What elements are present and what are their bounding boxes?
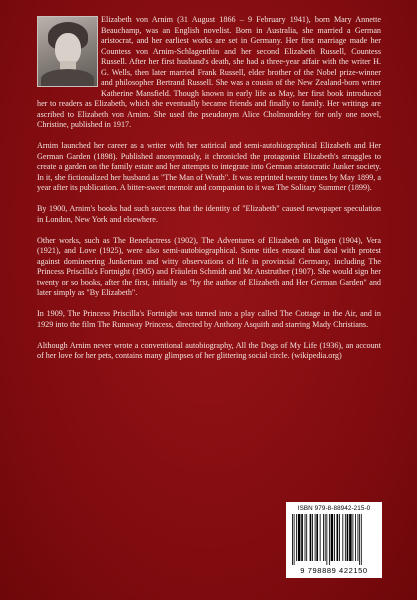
- paragraph-other-works: Other works, such as The Benefactress (1902), The Adventures of Elizabeth on Rügen (1904), Vera (1921), and Love (1925), were also semi-autobiographical. Some titles ensued that deal with protest against domineering Junkertum and witty observations of life in provincial Germany, including The Princess Priscilla's Fortnight (1905) and Fräulein Schmidt and Mr Anstruther (1907). She would sign her twenty or so books, after the first, initially as "by the author of Elizabeth and Her German Garden" and later simply as "By Elizabeth".: [37, 235, 381, 297]
- barcode-bar: [305, 514, 306, 561]
- paragraph-biography: [37, 15, 381, 131]
- barcode-bar: [294, 514, 295, 565]
- paragraph-memoir: Although Arnim never wrote a conventional autobiography, All the Dogs of My Life (1936), an account of her love for her pets, contains many glimpses of her glittering social circle. (wikipedia.org): [37, 340, 381, 360]
- barcode-bar: [298, 514, 301, 561]
- barcode-bar: [359, 514, 360, 565]
- barcode-digits: 9 798889 422150: [300, 566, 368, 575]
- barcode-bar: [349, 514, 352, 561]
- barcode-bar: [312, 514, 313, 561]
- barcode-bar: [315, 514, 316, 561]
- barcode-bar: [301, 514, 303, 561]
- isbn-label: ISBN 979-8-88942-215-0: [297, 505, 371, 512]
- barcode-bar: [342, 514, 343, 561]
- paragraph-adaptations: In 1909, The Princess Priscilla's Fortnight was turned into a play called The Cottage in the Air, and in 1929 into the film The Runaway Princess, directed by Anthony Asquith and starring Mady Christians.: [37, 309, 381, 329]
- barcode-bar: [296, 514, 297, 561]
- barcode-bar: [320, 514, 321, 561]
- barcode-bar: [347, 514, 349, 561]
- barcode-bar: [352, 514, 353, 561]
- barcode-bar: [361, 514, 362, 565]
- barcode-bar: [355, 514, 356, 561]
- barcode-bar: [358, 514, 359, 561]
- barcode-bar: [316, 514, 318, 561]
- barcode-bar: [345, 514, 346, 561]
- barcode-bars: [292, 514, 376, 565]
- paragraph-biography-text: Elizabeth von Arnim (31 August 1866 – 9 February 1941), born Mary Annette Beauchamp, was an English novelist. Born in Australia, she married a German aristocrat, and her earliest works are set in Germany. Her first marriage made her Countess von Arnim-Schlagenthin and her second Elizabeth Russell, Countess Russell. After her first husband's death, she had a three-year affair with the writer H. G. Wells, then later married Frank Russell, elder brother of the Nobel prize-winner and philosopher Bertrand Russell. She was a cousin of the New Zealand-born writer Katherine Mansfield. Though known in early life as May, her first book introduced her to readers as Elizabeth, which she eventually became friends and finally to family. Her writings are ascribed to Elizabeth von Arnim. She used the pseudonym Alice Cholmondeley for only one novel, Christine, published in 1917.: [37, 15, 381, 129]
- barcode-bar: [325, 514, 326, 561]
- barcode-bar: [292, 514, 293, 565]
- barcode-bar: [339, 514, 340, 561]
- isbn-barcode: [286, 502, 382, 578]
- barcode-bar: [326, 514, 327, 565]
- barcode-bar: [323, 514, 324, 561]
- barcode-bar: [329, 514, 330, 565]
- paragraph-success: By 1900, Arnim's books had such success that the identity of "Elizabeth" caused newspaper speculation in London, New York and elsewhere.: [37, 204, 381, 224]
- portrait-spacer: [37, 15, 101, 89]
- barcode-bar: [331, 514, 334, 561]
- barcode-bar: [337, 514, 339, 561]
- barcode-bar: [334, 514, 335, 561]
- blurb-text: [37, 15, 381, 372]
- paragraph-career: Arnim launched her career as a writer with her satirical and semi-autobiographical Elizabeth and Her German Garden (1898). Published anonymously, it chronicled the protagonist Elizabeth's struggles to create a garden on the family estate and her attempts to integrate into German aristocratic Junker society. In it, she fictionalized her husband as "The Man of Wrath". It was reprinted twenty times by May 1899, a year after its publication. A bitter-sweet memoir and companion to it was The Solitary Summer (1899).: [37, 141, 381, 192]
- barcode-bar: [310, 514, 312, 561]
- barcode-bar: [306, 514, 307, 561]
